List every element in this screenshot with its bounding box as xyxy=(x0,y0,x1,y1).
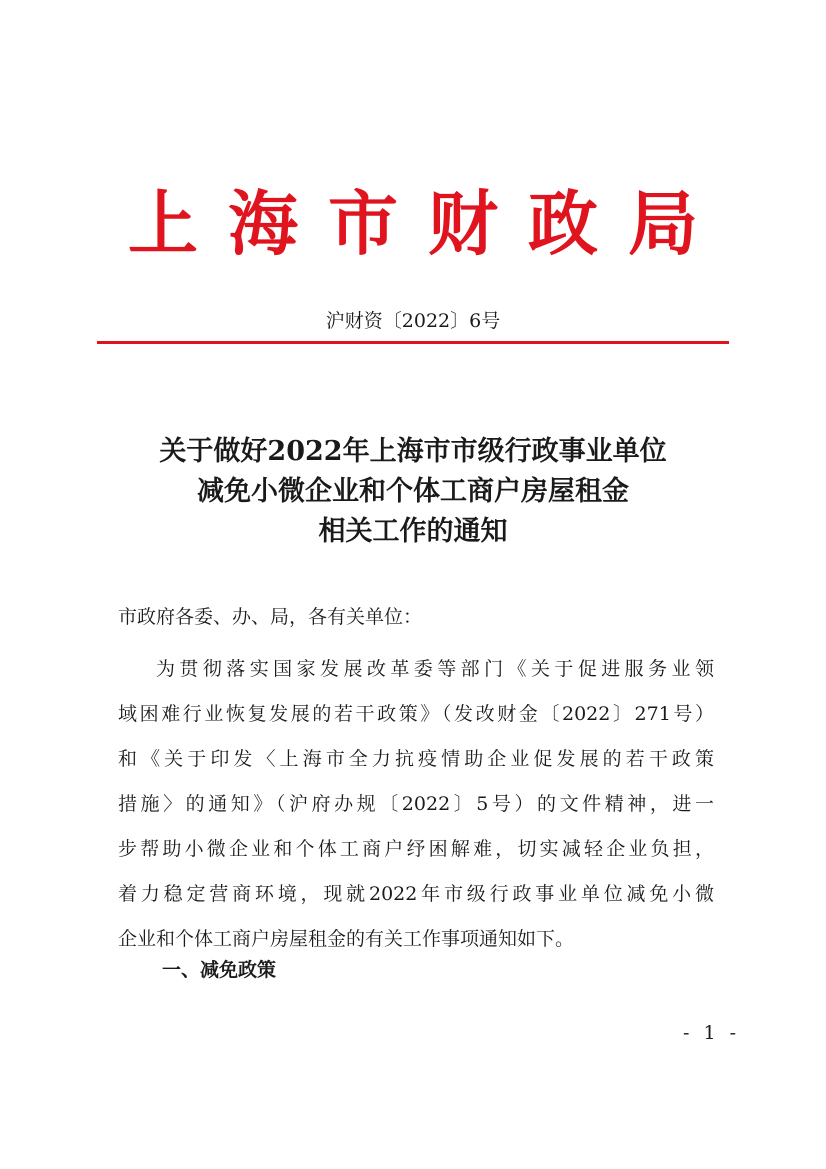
paragraph-line: 措施〉的通知》（沪府办规〔2022〕5号）的文件精神，进一 xyxy=(118,793,714,815)
document-number: 沪财资〔2022〕6号 xyxy=(325,310,501,332)
paragraph-line: 着力稳定营商环境，现就2022年市级行政事业单位减免小微 xyxy=(118,883,714,905)
section-heading: 一、减免政策 xyxy=(162,959,277,981)
paragraph-line: 和《关于印发〈上海市全力抗疫情助企业促发展的若干政策 xyxy=(118,748,714,770)
title-line: 相关工作的通知 xyxy=(318,516,508,547)
title-line: 减免小微企业和个体工商户房屋租金 xyxy=(197,476,629,507)
paragraph-line: 企业和个体工商户房屋租金的有关工作事项通知如下。 xyxy=(118,928,575,950)
issuing-authority-header: 上海市财政局 xyxy=(128,182,728,265)
title-line: 关于做好2022年上海市市级行政事业单位 xyxy=(159,436,667,467)
page-number: - 1 - xyxy=(682,1022,740,1044)
salutation: 市政府各委、办、局，各有关单位： xyxy=(118,606,423,628)
document-title xyxy=(60,432,766,552)
paragraph-line: 为贯彻落实国家发展改革委等部门《关于促进服务业领 xyxy=(156,658,714,680)
body-paragraph xyxy=(118,647,714,962)
red-divider-line xyxy=(97,341,729,344)
paragraph-line: 步帮助小微企业和个体工商户纾困解难，切实减轻企业负担， xyxy=(118,838,714,860)
paragraph-line: 域困难行业恢复发展的若干政策》（发改财金〔2022〕271号） xyxy=(118,703,714,725)
